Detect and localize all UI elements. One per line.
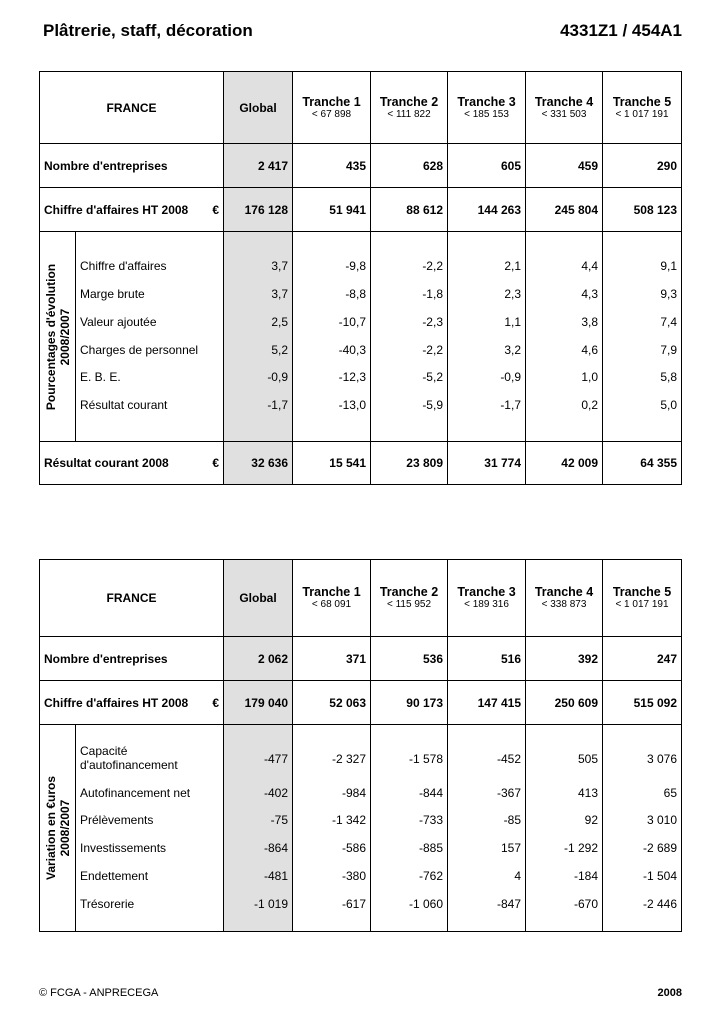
row-label: Investissements — [80, 841, 167, 856]
row-label: Prélèvements — [80, 813, 154, 828]
resultat-courant-row — [40, 442, 682, 485]
cell: 515 092 — [603, 681, 682, 725]
region-label: FRANCE — [40, 72, 224, 144]
row-label: Chiffre d'affaires HT 2008 € — [40, 188, 224, 232]
cell: 90 173 — [371, 681, 448, 725]
tranche-header: Tranche 1 < 68 091 — [293, 560, 371, 637]
ca-row — [40, 188, 682, 232]
tranche4-column: 505 413 92 -1 292 -184 -670 — [526, 725, 603, 932]
tranche-header: Tranche 4 < 338 873 — [526, 560, 603, 637]
row-label: Autofinancement net — [80, 785, 191, 800]
side-label: Variation en €uros 2008/2007 — [40, 725, 76, 932]
row-label: Capacité d'autofinancement — [80, 743, 178, 772]
tranche2-column: -2,2 -1,8 -2,3 -2,2 -5,2 -5,9 — [371, 232, 448, 442]
row-label: Chiffre d'affaires — [80, 259, 167, 274]
global-header: Global — [224, 560, 293, 637]
row-label: Résultat courant 2008 € — [40, 442, 224, 485]
variation-block — [40, 725, 682, 932]
label-column — [76, 725, 224, 932]
tranche3-column: -452 -367 -85 157 4 -847 — [448, 725, 526, 932]
nb-entreprises-row — [40, 637, 682, 681]
cell: 147 415 — [448, 681, 526, 725]
tranche-header: Tranche 3 < 185 153 — [448, 72, 526, 144]
cell: 2 417 — [224, 144, 293, 188]
cell: 536 — [371, 637, 448, 681]
cell: 23 809 — [371, 442, 448, 485]
row-label: Chiffre d'affaires HT 2008 € — [40, 681, 224, 725]
cell: 245 804 — [526, 188, 603, 232]
cell: 435 — [293, 144, 371, 188]
cell: 459 — [526, 144, 603, 188]
cell: 605 — [448, 144, 526, 188]
region-label: FRANCE — [40, 560, 224, 637]
row-label: Nombre d'entreprises — [40, 637, 224, 681]
tranche-header: Tranche 5 < 1 017 191 — [603, 72, 682, 144]
tranche-header: Tranche 5 < 1 017 191 — [603, 560, 682, 637]
tranche-header: Tranche 2 < 111 822 — [371, 72, 448, 144]
global-column: 3,7 3,7 2,5 5,2 -0,9 -1,7 — [224, 232, 293, 442]
euro-unit: € — [212, 695, 219, 710]
cell: 51 941 — [293, 188, 371, 232]
cell: 247 — [603, 637, 682, 681]
cell: 144 263 — [448, 188, 526, 232]
cell: 290 — [603, 144, 682, 188]
cell: 392 — [526, 637, 603, 681]
cell: 516 — [448, 637, 526, 681]
footer-year: 2008 — [657, 987, 682, 999]
cell: 31 774 — [448, 442, 526, 485]
tranche1-column: -2 327 -984 -1 342 -586 -380 -617 — [293, 725, 371, 932]
ca-row — [40, 681, 682, 725]
cell: 42 009 — [526, 442, 603, 485]
cell: 52 063 — [293, 681, 371, 725]
cell: 508 123 — [603, 188, 682, 232]
tranche1-column: -9,8 -8,8 -10,7 -40,3 -12,3 -13,0 — [293, 232, 371, 442]
row-label: Endettement — [80, 868, 149, 883]
row-label: E. B. E. — [80, 370, 121, 385]
tranche2-column: -1 578 -844 -733 -885 -762 -1 060 — [371, 725, 448, 932]
cell: 2 062 — [224, 637, 293, 681]
evolution-table — [39, 71, 682, 485]
row-label: Valeur ajoutée — [80, 314, 157, 329]
row-label: Nombre d'entreprises — [40, 144, 224, 188]
cell: 64 355 — [603, 442, 682, 485]
header-row — [40, 72, 682, 144]
euro-unit: € — [212, 456, 219, 470]
cell: 15 541 — [293, 442, 371, 485]
row-label: Charges de personnel — [80, 342, 199, 357]
row-label: Marge brute — [80, 286, 145, 301]
variation-table — [39, 559, 682, 932]
label-column — [76, 232, 224, 442]
cell: 628 — [371, 144, 448, 188]
cell: 371 — [293, 637, 371, 681]
tranche4-column: 4,4 4,3 3,8 4,6 1,0 0,2 — [526, 232, 603, 442]
cell: 250 609 — [526, 681, 603, 725]
cell: 179 040 — [224, 681, 293, 725]
cell: 88 612 — [371, 188, 448, 232]
activity-code: 4331Z1 / 454A1 — [560, 21, 682, 40]
cell: 176 128 — [224, 188, 293, 232]
tranche-header: Tranche 1 < 67 898 — [293, 72, 371, 144]
tranche-header: Tranche 3 < 189 316 — [448, 560, 526, 637]
header-row — [40, 560, 682, 637]
global-header: Global — [224, 72, 293, 144]
tranche3-column: 2,1 2,3 1,1 3,2 -0,9 -1,7 — [448, 232, 526, 442]
side-label: Pourcentages d'évolution 2008/2007 — [40, 232, 76, 442]
tranche5-column: 3 076 65 3 010 -2 689 -1 504 -2 446 — [603, 725, 682, 932]
tranche-header: Tranche 4 < 331 503 — [526, 72, 603, 144]
row-label: Résultat courant — [80, 398, 168, 413]
euro-unit: € — [212, 202, 219, 217]
tranche5-column: 9,1 9,3 7,4 7,9 5,8 5,0 — [603, 232, 682, 442]
page-title: Plâtrerie, staff, décoration — [43, 21, 253, 40]
row-label: Trésorerie — [80, 896, 135, 911]
global-column: -477 -402 -75 -864 -481 -1 019 — [224, 725, 293, 932]
nb-entreprises-row — [40, 144, 682, 188]
tranche-header: Tranche 2 < 115 952 — [371, 560, 448, 637]
evolution-block — [40, 232, 682, 442]
copyright: © FCGA - ANPRECEGA — [39, 987, 159, 999]
cell: 32 636 — [224, 442, 293, 485]
